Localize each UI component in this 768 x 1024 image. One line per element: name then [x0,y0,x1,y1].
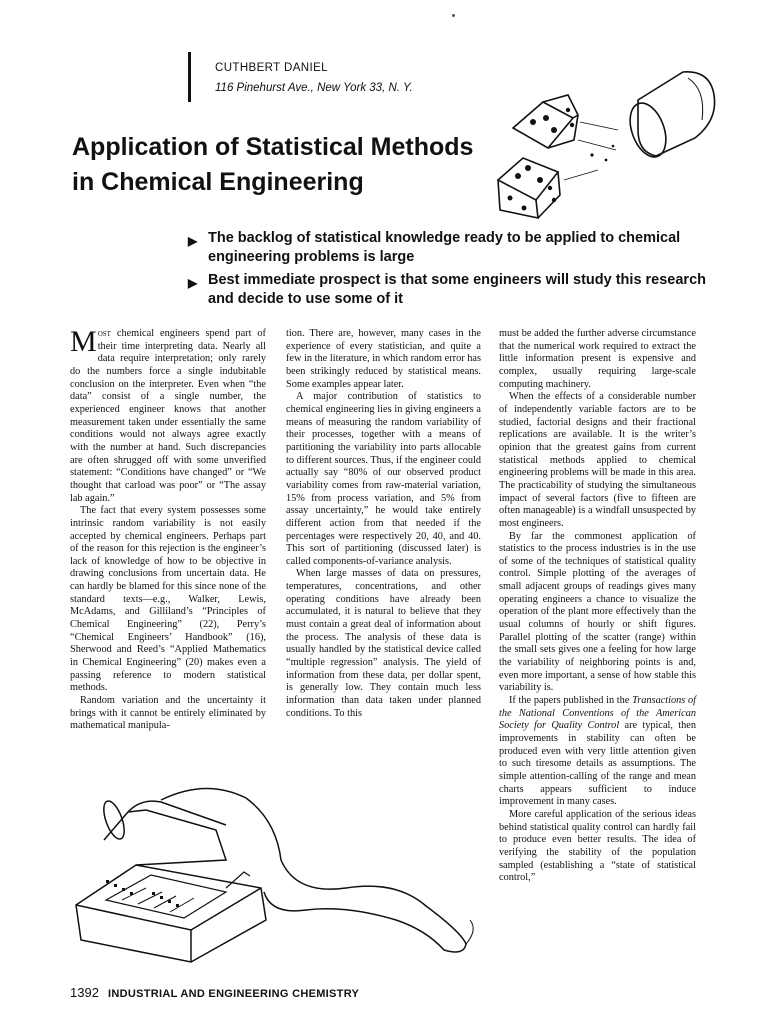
dice-and-cup-illustration-icon [488,60,723,225]
paragraph-text: are typical, then improvements in stability can often be produced even with very little attention given to such tiresome details as assumptions. The simple attention-calling of the range and mean charts appears sufficient to induce improvement in many cases. [499,720,697,808]
lead-word: ost [97,328,111,339]
body-column-1 [70,325,266,733]
paragraph: tion. There are, however, many cases in the experience of every statistician, and quite a few in the literature, in which random error has been strikingly reduced by statistical means. Some examples appear later. [286,328,481,390]
body-column-2 [286,328,481,720]
article-title [72,130,492,200]
paragraph [70,325,266,505]
adding-machine-illustration-icon [66,780,496,965]
speck [452,14,455,17]
paragraph [499,695,696,809]
paragraph: A major contribution of statistics to chemical engineering lies in giving engineers a means of measuring the random variability of their processes, together with a means of partitioning the variability into parts allocable to different sources. Thus, if the engineer could actually say “80% of our observed product variability comes from raw-material variation, 15% from process variation, and 5% from assay uncertainty,” he would take entirely different action from that needed if the percentages were respectively 20, 40, and 40. This sort of partitioning (discussed later) is called components-of-variance analysis. [286,391,481,567]
triangle-bullet-icon: ▶ [188,276,198,290]
page-number: 1392 [70,985,99,1000]
paragraph-text: chemical engineers spend part of their time interpreting data. Nearly all data require interpretation; only rarely do the numbers force a single indubitable conclusion on the interpreter. Even when “the data” consist of a single number, the experienced engineer knows that another measurement taken under essentially the same conditions would not always agree exactly with the number at hand. Such discrepancies are often shrugged off with some unverified statement: “Conditions have changed” or “We thought that carload was poor” or “The assay lab again.” [70,328,266,504]
highlight-2 [188,271,728,309]
paragraph: The fact that every system possesses some intrinsic random variability is not easily accepted by chemical engineers. Perhaps part of the reason for this rejection is the engineer’s lack of knowledge of how to be objective in drawing conclusions from uncertain data. He can hardly be blamed for this since none of the standard texts—e.g., Walker, Lewis, McAdams, and Gilliland’s “Principles of Chemical Engineering” (22), Perry’s “Chemical Engineers’ Handbook” (16), Sherwood and Reed’s “Applied Mathematics in Chemical Engineering” (20) makes even a passing reference to modern statistical methods. [70,505,266,694]
title-line-1: Application of Statistical Methods [72,133,474,161]
paragraph: must be added the further adverse circumstance that the numerical work required to extract the little information present is expensive and complex, usually requiring large-scale computing machinery. [499,328,696,390]
highlight-1-text: The backlog of statistical knowledge ready to be applied to chemical engineering problems is large [208,230,681,265]
author-address: 116 Pinehurst Ave., New York 33, N. Y. [215,82,413,94]
paragraph: When large masses of data on pressures, temperatures, concentrations, and other operating conditions have already been accumulated, it is natural to believe that they must contain a great deal of information about the process. The analysis of these data is usually handled by the statistical device called “multiple regression” analysis. The yield of information from these data, per dollar spent, is generally low. They contain much less information than data taken under planned conditions. To this [286,568,481,719]
triangle-bullet-icon: ▶ [188,234,198,248]
paragraph-text: If the papers published in the [509,695,630,707]
highlight-1 [188,229,728,267]
journal-name: INDUSTRIAL AND ENGINEERING CHEMISTRY [107,988,360,1000]
drop-cap: M [70,325,97,358]
paragraph: More careful application of the serious ideas behind statistical quality control can hardly fail to produce even better results. The idea of verifying the stability of the population sampled (establishing a “state of statistical control,” [499,808,696,884]
paragraph: When the effects of a considerable number of independently variable factors are to be studied, factorial designs and their fractional replications are available. It is the writer’s opinion that the greatest gains from current statistical methods applied to chemical engineering problems will be made in this area. The practicability of studying the simultaneous impact of several factors (five to fifteen are often manageable) is a windfall unsuspected by most engineers. [499,391,696,529]
title-line-2: in Chemical Engineering [72,168,364,196]
paragraph: By far the commonest application of statistics to the process industries is in the use of some of the techniques of statistical quality control. Simple plotting of the averages of small adjacent groups of readings gives many operating engineers a chance to visualize the operation of the plant more effectively than the usual columns of hourly or shift figures. Parallel plotting of the scatter (range) within the small sets gives one a feeling for how large the variability of neighboring points is and, even more important, a sense of how stable this variability is. [499,530,696,694]
page-footer [70,985,359,1000]
journal-reference: Transactions of the National Conventions of the American Society for Quality Control [499,695,697,732]
author-rule [188,52,191,102]
author-name: CUTHBERT DANIEL [215,62,328,74]
highlight-2-text: Best immediate prospect is that some engineers will study this research and decide to use some of it [208,272,706,307]
paragraph: Random variation and the uncertainty it brings with it cannot be entirely eliminated by mathematical manipula- [70,695,266,732]
body-column-3 [499,328,696,885]
